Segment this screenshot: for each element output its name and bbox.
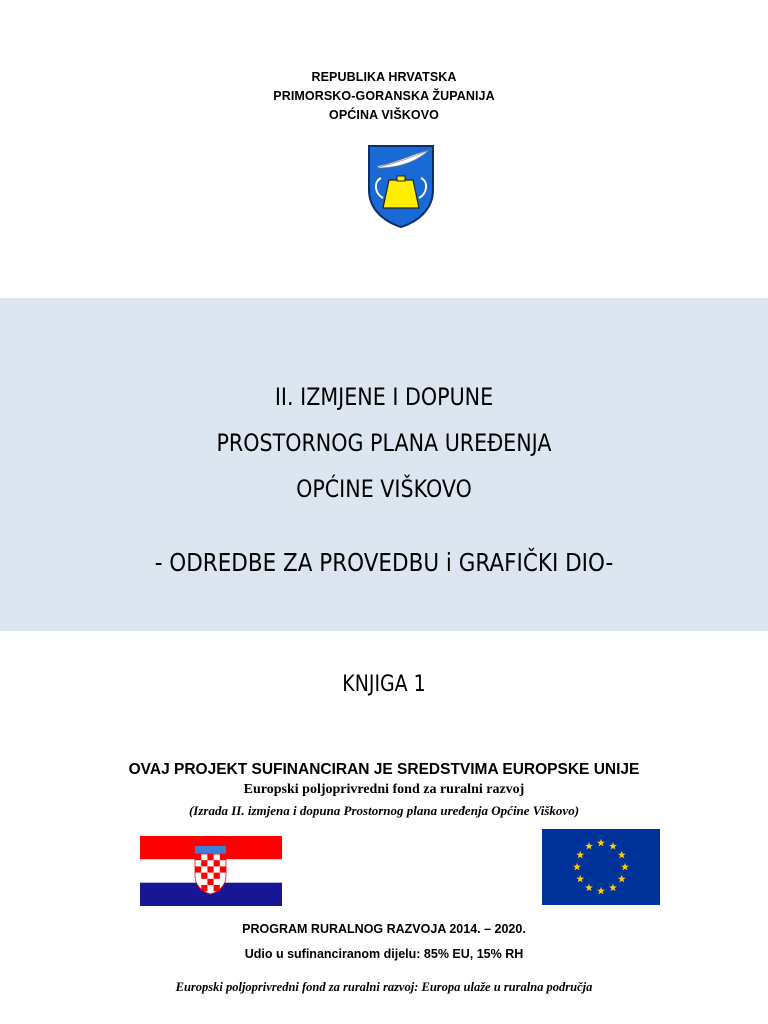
project-description: (Izrada II. izmjena i dopuna Prostornog plana uređenja Općine Viškovo): [188, 803, 580, 818]
issuing-authority: [0, 68, 768, 125]
eu-flag-icon: [542, 829, 660, 905]
title-band: [0, 298, 768, 631]
document-title-line-3: OPĆINE VIŠKOVO: [296, 475, 472, 503]
book-number: KNJIGA 1: [342, 672, 426, 697]
fund-slogan: Europski poljoprivredni fond za ruralni razvoj: Europa ulaže u ruralna područja: [175, 980, 593, 994]
fund-name: Europski poljoprivredni fond za ruralni razvoj: [243, 782, 525, 797]
country-name: REPUBLIKA HRVATSKA: [311, 70, 457, 84]
croatian-flag-icon: [140, 836, 282, 906]
document-title-line-1: II. IZMJENE I DOPUNE: [274, 383, 494, 411]
county-name: PRIMORSKO-GORANSKA ŽUPANIJA: [273, 89, 495, 103]
municipality-name: OPĆINA VIŠKOVO: [329, 108, 439, 122]
document-title-line-2: PROSTORNOG PLANA UREĐENJA: [216, 429, 552, 457]
program-headline: PROGRAM RURALNOG RAZVOJA 2014. – 2020.: [242, 922, 526, 936]
cofinancing-share: Udio u sufinanciranom dijelu: 85% EU, 15% RH: [244, 947, 524, 961]
funding-headline: OVAJ PROJEKT SUFINANCIRAN JE SREDSTVIMA EUROPSKE UNIJE: [128, 761, 640, 778]
coat-of-arms-icon: [367, 144, 435, 228]
document-subtitle: - ODREDBE ZA PROVEDBU i GRAFIČKI DIO-: [154, 548, 614, 577]
